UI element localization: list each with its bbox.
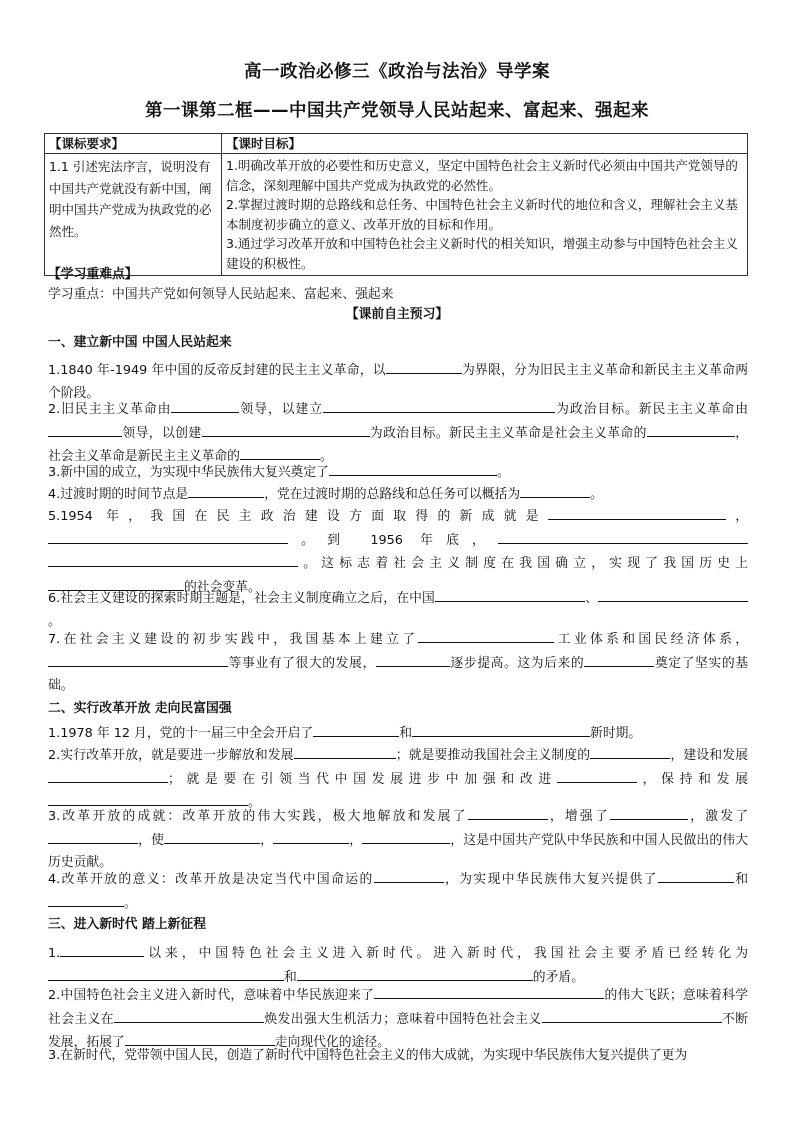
answer-blank[interactable] (647, 422, 735, 437)
answer-blank[interactable] (598, 587, 748, 602)
objectives-table (44, 133, 748, 276)
answer-blank[interactable] (313, 722, 399, 737)
answer-blank[interactable] (548, 505, 726, 520)
answer-blank[interactable] (468, 805, 548, 820)
q-text: 的社会变革。 (184, 579, 261, 595)
q-text: 走向现代化的途径。 (274, 1035, 390, 1050)
q-text: 。 (496, 465, 510, 480)
q-text: 。 (319, 449, 333, 464)
answer-blank[interactable] (114, 1008, 264, 1023)
answer-blank[interactable] (374, 868, 444, 883)
q-text: 为政治目标。新民主主义革命由 (555, 402, 749, 417)
q-text: 5.1954 年，我国在民主政治建设方面取得的新成就是 (48, 509, 548, 524)
q-text: 领导，以创建 (122, 425, 202, 441)
answer-blank[interactable] (48, 552, 298, 567)
q-text: 等事业有了很大的发展， (228, 655, 376, 671)
q-text: 1.1978 年 12 月，党的十一届三中全会开启了 (48, 726, 314, 741)
answer-blank[interactable] (557, 768, 637, 783)
answer-blank[interactable] (171, 398, 239, 413)
answer-blank[interactable] (498, 529, 748, 544)
q-text: ，增强了 (547, 809, 610, 824)
answer-blank[interactable] (362, 829, 450, 844)
goal-item: 3.通过学习改革开放和中国特色社会主义新时代的相关知识，增强主动参与中国特色社会主义建设的积极性。 (226, 236, 738, 271)
q-text: 为政治目标。新民主主义革命是社会主义革命的 (369, 425, 647, 441)
answer-blank[interactable] (48, 652, 228, 667)
answer-blank[interactable] (374, 984, 604, 999)
q-text: 奠定了坚实的基础。 (48, 655, 749, 693)
q-text: 逐步提高。这为后来的 (449, 655, 585, 671)
question-3-3 (48, 1045, 748, 1068)
q-text: 。 (48, 613, 61, 629)
goals-header: 【课时目标】 (222, 134, 748, 154)
answer-blank[interactable] (329, 461, 497, 476)
q-text: 2.实行改革开放，就是要进一步解放和发展 (48, 748, 294, 763)
page-title: 高一政治必修三《政治与法治》导学案 (244, 62, 550, 82)
q-text: 4.过渡时期的时间节点是 (48, 487, 189, 502)
question-2-4 (48, 868, 748, 915)
q-text: 3.在新时代，党带领中国人民，创造了新时代中国特色社会主义的伟大成就，为实现中华民族伟大复兴提供了更为 (48, 1048, 688, 1063)
q-text: 3.新中国的成立，为实现中华民族伟大复兴奠定了 (48, 465, 329, 480)
q-text: ；就是要推动我国社会主义制度的 (395, 748, 591, 763)
question-1-6 (48, 587, 748, 633)
answer-blank[interactable] (542, 1008, 722, 1023)
answer-blank[interactable] (240, 445, 320, 460)
q-text: 领导，以建立 (239, 402, 324, 417)
question-2-1 (48, 722, 748, 746)
answer-blank[interactable] (520, 483, 590, 498)
question-1-7 (48, 628, 748, 698)
q-text: 的矛盾。 (532, 969, 584, 985)
answer-blank[interactable] (48, 768, 168, 783)
standards-header: 【课标要求】 (45, 134, 222, 154)
answer-blank[interactable] (590, 744, 670, 759)
standards-body: 1.1 引述宪法序言，说明没有中国共产党就没有新中国，阐明中国共产党成为执政党的必然性。 (45, 154, 222, 276)
q-text: 7.在社会主义建设的初步实践中，我国基本上建立了 (48, 632, 419, 647)
q-text: 3.改革开放的成就：改革开放的伟大实践，极大地解放和发展了 (48, 809, 468, 824)
q-text: 2.中国特色社会主义进入新时代，意味着中华民族迎来了 (48, 988, 375, 1003)
q-text: ；就是要在引领当代中国发展进步中加强和改进 (168, 771, 557, 787)
page-subtitle: 第一课第二框——中国共产党领导人民站起来、富起来、强起来 (145, 101, 649, 121)
q-text: ， (349, 832, 363, 848)
question-3-1 (48, 942, 748, 989)
answer-blank[interactable] (188, 483, 264, 498)
focus-header: 【学习重难点】 (48, 267, 138, 282)
answer-blank[interactable] (60, 942, 144, 957)
question-1-2 (48, 398, 748, 469)
focus-text: 学习重点：中国共产党如何领导人民站起来、富起来、强起来 (48, 287, 394, 302)
answer-blank[interactable] (273, 829, 349, 844)
q-text: ，这是中国共产党队中华民族和中国人民做出的伟大历史贡献。 (48, 832, 749, 870)
q-text: 不断发展，拓展了 (48, 1011, 749, 1050)
q-text: ，社会主义革命是新民主主义革命的 (48, 425, 749, 464)
q-text: 1. (48, 946, 61, 961)
q-text: 。 (590, 487, 603, 502)
answer-blank[interactable] (610, 805, 688, 820)
question-3-2 (48, 984, 748, 1055)
answer-blank[interactable] (323, 398, 555, 413)
q-text: 以来，中国特色社会主义进入新时代。进入新时代，我国社会主要矛盾已经转化为 (144, 946, 748, 961)
q-text: 。到 1956 年底， (288, 532, 498, 548)
section-1-title: 一、建立新中国 中国人民站起来 (48, 335, 232, 350)
q-text: 和 (399, 726, 413, 741)
q-text: 焕发出强大生机活力；意味着中国特色社会主义 (264, 1011, 542, 1027)
q-text: ，激发了 (687, 809, 749, 824)
q-text: 工业体系和国民经济体系， (554, 632, 748, 647)
answer-blank[interactable] (202, 422, 370, 437)
q-text: ，党在过渡时期的总路线和总任务可以概括为 (264, 487, 521, 502)
answer-blank[interactable] (164, 829, 260, 844)
question-1-3 (48, 461, 748, 485)
q-text: ， (725, 509, 748, 524)
q-text: 。 (124, 895, 137, 911)
q-text: 。这标志着社会主义制度在我国确立，实现了我国历史上 (298, 556, 748, 571)
q-text: 4.改革开放的意义：改革开放是决定当代中国命运的 (48, 872, 374, 887)
answer-blank[interactable] (297, 966, 533, 981)
answer-blank[interactable] (48, 791, 248, 806)
q-text: ，为实现中华民族伟大复兴提供了 (443, 872, 658, 887)
q-text: ，保持和发展 (636, 771, 749, 787)
question-2-3 (48, 805, 748, 875)
goal-item: 1.明确改革开放的必要性和历史意义，坚定中国特色社会主义新时代必须由中国共产党领导的信念，深刻理解中国共产党成为执政党的必然性。 (226, 158, 738, 193)
goals-body (222, 154, 748, 276)
goal-item: 2.掌握过渡时期的总路线和总任务、中国特色社会主义新时代的地位和含义，理解社会主义基本制度初步确立的意义、改革开放的目标和作用。 (226, 197, 738, 232)
answer-blank[interactable] (48, 829, 138, 844)
q-text: ， (260, 832, 274, 848)
q-text: 新时期。 (590, 726, 642, 741)
q-text: 和 (733, 872, 748, 887)
answer-blank[interactable] (584, 652, 654, 667)
q-text: ，使 (138, 832, 165, 848)
answer-blank[interactable] (48, 422, 122, 437)
answer-blank[interactable] (125, 1031, 275, 1046)
section-3-title: 三、进入新时代 踏上新征程 (48, 917, 207, 932)
q-text: 2.旧民主主义革命由 (48, 402, 172, 417)
answer-blank[interactable] (48, 966, 284, 981)
q-text: 、 (584, 591, 598, 606)
answer-blank[interactable] (418, 628, 554, 643)
question-2-2 (48, 744, 748, 815)
answer-blank[interactable] (658, 868, 734, 883)
answer-blank[interactable] (435, 587, 585, 602)
preview-header: 【课前自主预习】 (345, 307, 449, 322)
q-text: 和 (284, 969, 297, 985)
q-text: 1.1840 年-1949 年中国的反帝反封建的民主主义革命，以 (48, 363, 386, 378)
q-text: 6.社会主义建设的探索时期主题是，社会主义制度确立之后，在中国 (48, 591, 435, 606)
answer-blank[interactable] (412, 722, 590, 737)
question-1-4 (48, 483, 748, 507)
question-1-5 (48, 505, 748, 599)
q-text: ，建设和发展 (670, 748, 749, 763)
answer-blank[interactable] (294, 744, 396, 759)
answer-blank[interactable] (376, 652, 450, 667)
answer-blank[interactable] (48, 529, 288, 544)
q-text: 。 (248, 795, 261, 810)
answer-blank[interactable] (48, 892, 124, 907)
q-text: 的伟大飞跃；意味着科学社会主义在 (48, 988, 748, 1027)
q-text: 为界限，分为旧民主主义革命和新民主主义革命两个阶段。 (48, 363, 748, 401)
answer-blank[interactable] (386, 359, 462, 374)
section-2-title: 二、实行改革开放 走向民富国强 (48, 701, 232, 716)
